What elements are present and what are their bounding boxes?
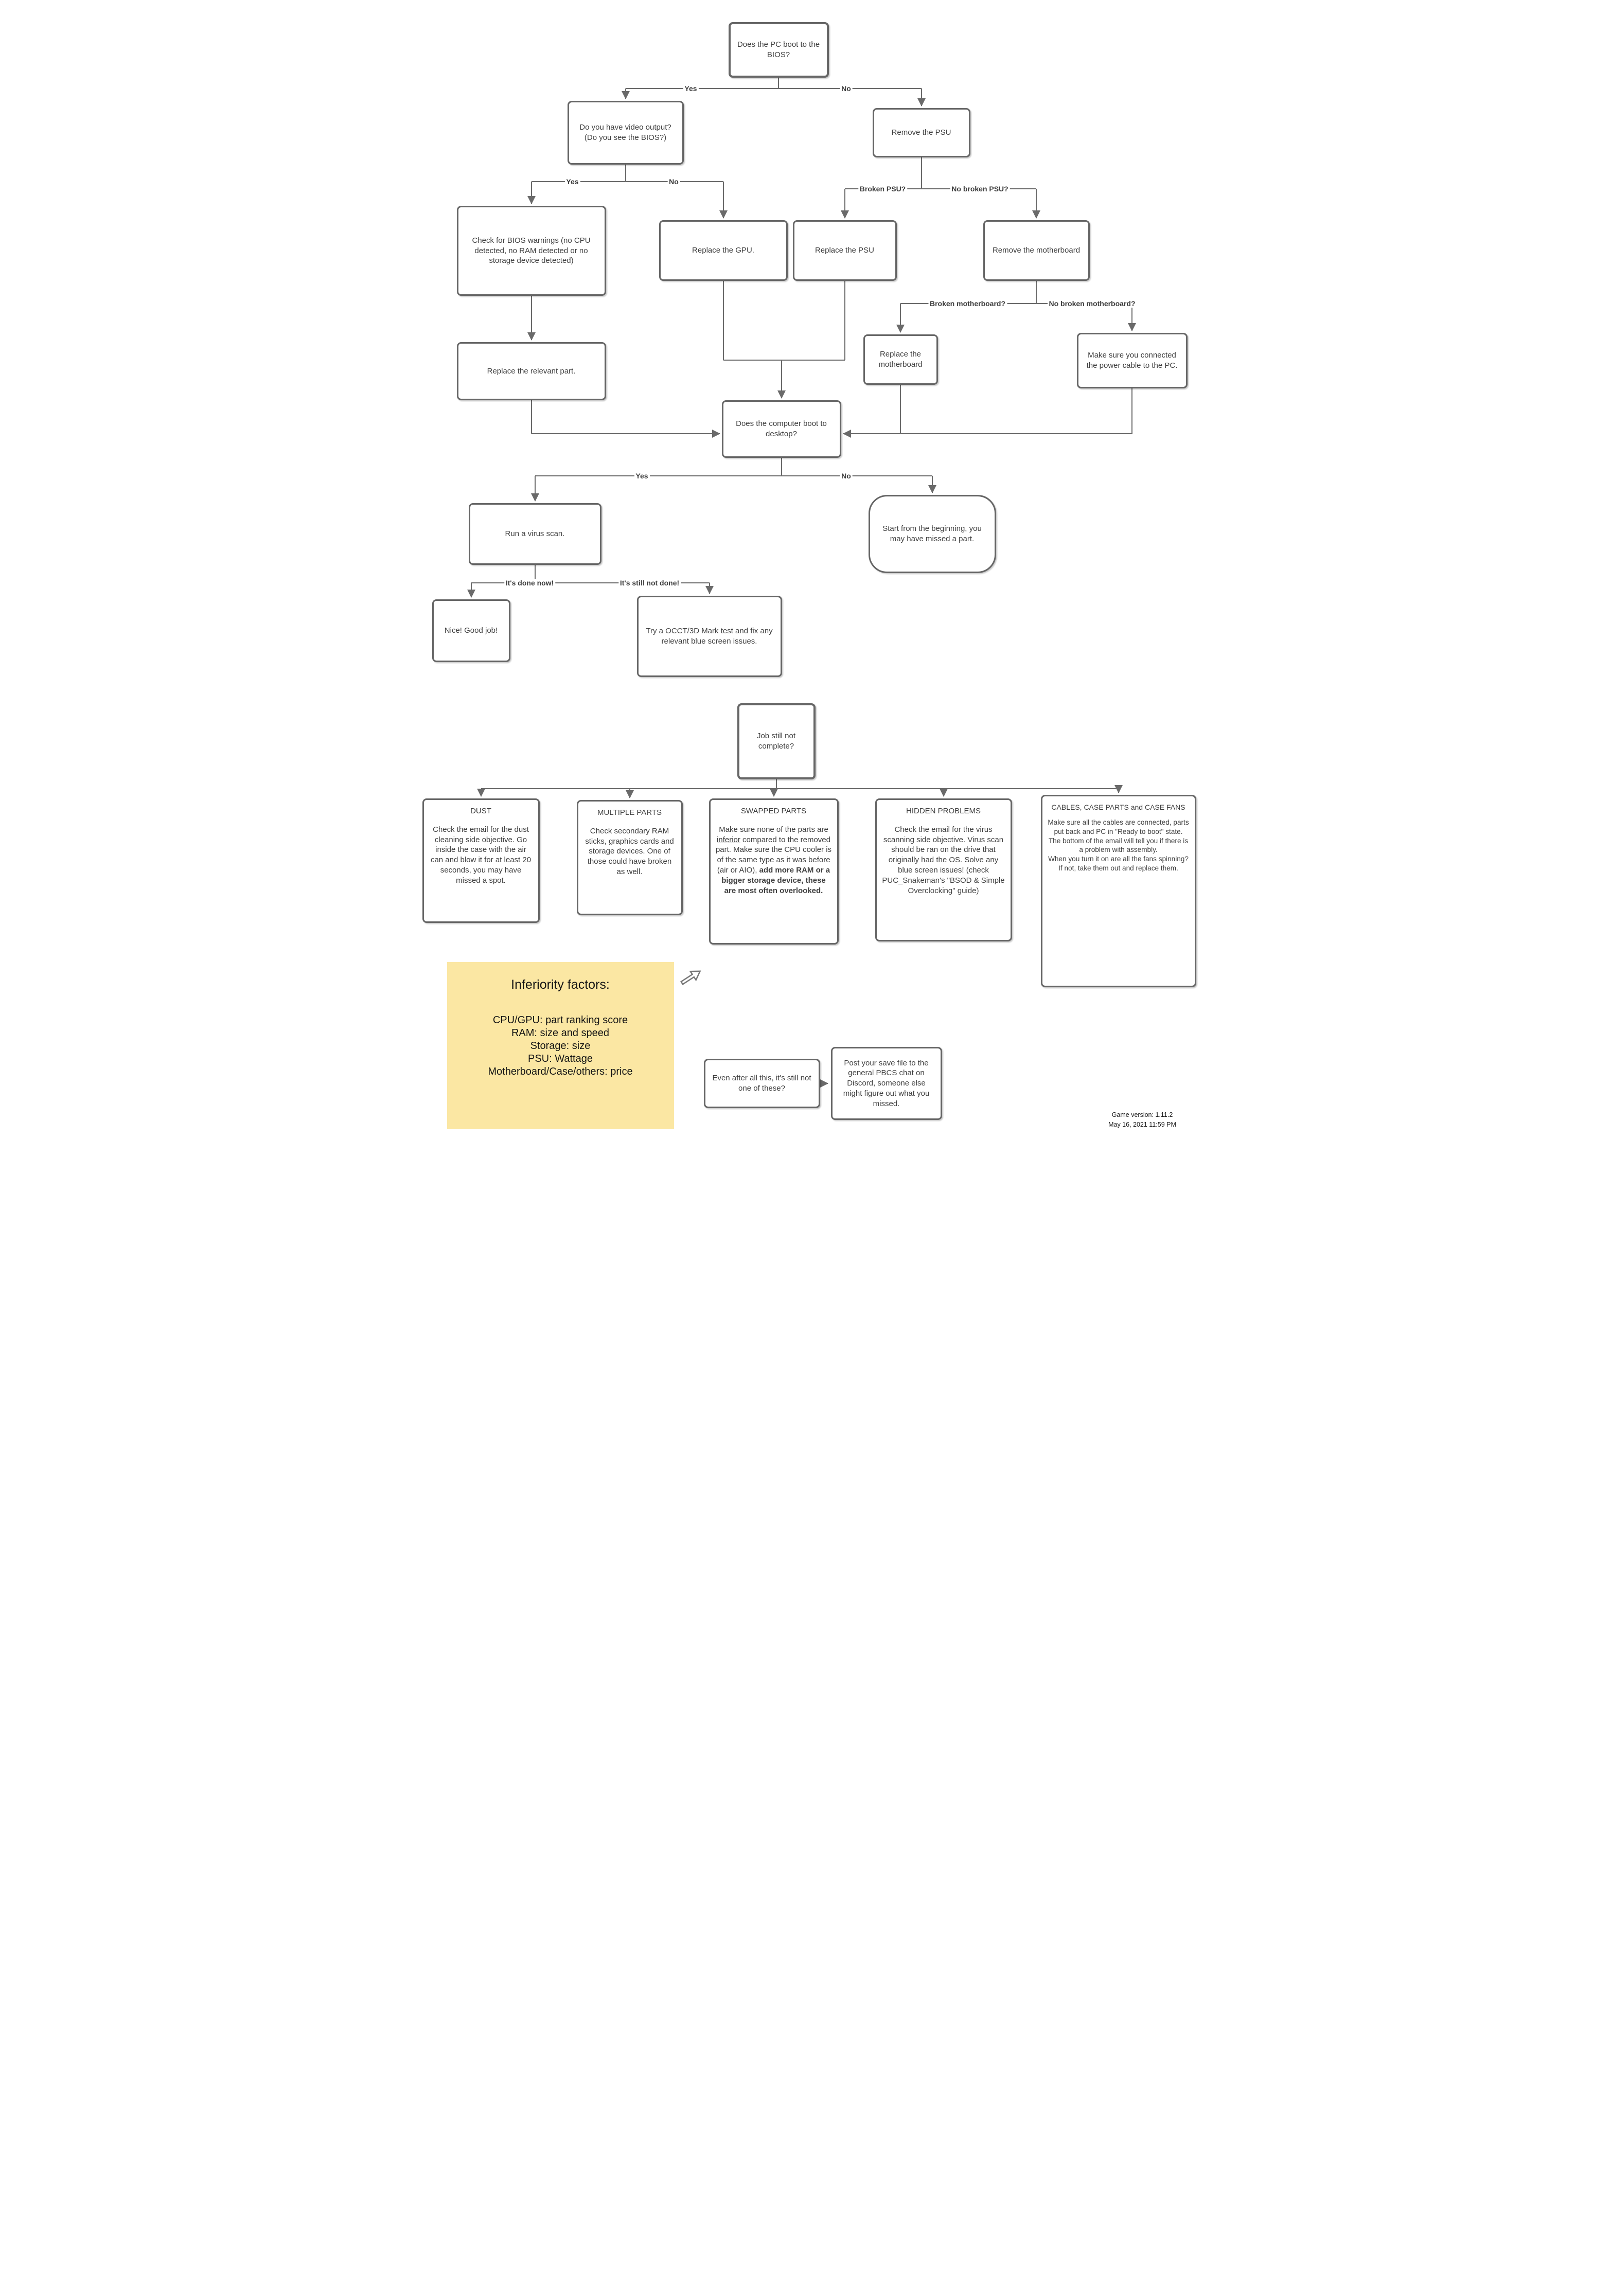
edge-label-broken-motherboard: Broken motherboard?	[928, 299, 1007, 308]
node-cables-case-fans	[1041, 795, 1196, 987]
node-occt-test: Try a OCCT/3D Mark test and fix any relevant blue screen issues.	[637, 596, 782, 677]
note-line: Motherboard/Case/others: price	[488, 1066, 633, 1077]
note-pointer-arrow	[679, 967, 702, 987]
swapped-parts-body: Make sure none of the parts are inferior compared to the removed part. Make sure the CPU cooler is of the same type as it was before (air or AIO), add more RAM or a bigger storage device, these are most often overlooked.	[715, 825, 832, 895]
node-remove-psu: Remove the PSU	[873, 108, 970, 157]
edge-label-yes-bios: Yes	[683, 84, 698, 93]
node-replace-psu: Replace the PSU	[793, 220, 897, 281]
edge-label-no-bios: No	[840, 84, 853, 93]
flowchart-canvas	[403, 0, 1209, 1148]
node-start-over: Start from the beginning, you may have missed a part.	[869, 495, 996, 573]
node-boot-to-desktop: Does the computer boot to desktop?	[722, 400, 841, 458]
edge-label-yes-desktop: Yes	[634, 472, 649, 480]
node-hidden-problems	[875, 798, 1012, 941]
note-lines	[447, 1014, 674, 1078]
note-title: Inferiority factors:	[511, 977, 610, 992]
edge-label-yes-video: Yes	[564, 177, 580, 186]
node-multiple-parts	[577, 800, 683, 915]
node-job-not-complete: Job still not complete?	[737, 703, 816, 779]
cables-title: CABLES, CASE PARTS and CASE FANS	[1051, 803, 1185, 811]
node-bios-warnings: Check for BIOS warnings (no CPU detected, no RAM detected or no storage device detected)	[457, 206, 606, 296]
node-post-save-file: Post your save file to the general PBCS chat on Discord, someone else might figure out what you missed.	[831, 1047, 942, 1120]
footer-version: Game version: 1.11.2	[1111, 1111, 1173, 1118]
edge-label-no-broken-motherboard: No broken motherboard?	[1047, 299, 1137, 308]
footer-date: May 16, 2021 11:59 PM	[1108, 1120, 1176, 1128]
hidden-problems-body: Check the email for the virus scanning side objective. Virus scan should be ran on the drive that originally had the OS. Solve any blue screen issues! (check PUC_Snakeman's "BSOD & Simple Overclocking" guide)	[882, 825, 1005, 895]
node-swapped-parts	[709, 798, 839, 945]
edge-label-no-video: No	[667, 177, 680, 186]
node-remove-motherboard: Remove the motherboard	[983, 220, 1090, 281]
note-line: Storage: size	[530, 1040, 591, 1052]
multiple-parts-title: MULTIPLE PARTS	[597, 808, 662, 817]
edge-label-done-now: It's done now!	[504, 579, 556, 587]
note-line: RAM: size and speed	[511, 1027, 610, 1039]
node-even-after: Even after all this, it's still not one of these?	[704, 1059, 820, 1108]
note-line: PSU: Wattage	[528, 1053, 593, 1064]
node-virus-scan: Run a virus scan.	[469, 503, 601, 565]
cables-body-line2: When you turn it on are all the fans spinning? If not, take them out and replace them.	[1048, 855, 1189, 872]
edge-label-no-broken-psu: No broken PSU?	[950, 185, 1010, 193]
node-replace-relevant-part: Replace the relevant part.	[457, 342, 606, 400]
node-replace-gpu: Replace the GPU.	[659, 220, 788, 281]
cables-body-line1: Make sure all the cables are connected, parts put back and PC in "Ready to boot" state. The bottom of the email will tell you if there is a problem with assembly.	[1048, 818, 1189, 854]
dust-body: Check the email for the dust cleaning side objective. Go inside the case with the air can and blow it for at least 20 seconds, you may have missed a spot.	[430, 825, 532, 885]
node-dust	[422, 798, 540, 923]
edge-label-no-desktop: No	[840, 472, 853, 480]
node-power-cable: Make sure you connected the power cable to the PC.	[1077, 333, 1188, 388]
dust-title: DUST	[470, 807, 491, 815]
node-boot-to-bios: Does the PC boot to the BIOS?	[729, 22, 829, 78]
multiple-parts-body: Check secondary RAM sticks, graphics cards and storage devices. One of those could have broken as well.	[585, 826, 674, 876]
node-nice-job: Nice! Good job!	[432, 599, 510, 662]
inferiority-factors-note	[447, 962, 674, 1129]
edge-label-still-not-done: It's still not done!	[618, 579, 681, 587]
node-replace-motherboard: Replace the motherboard	[863, 334, 938, 385]
edge-label-broken-psu: Broken PSU?	[858, 185, 907, 193]
game-version-footer	[1087, 1110, 1198, 1130]
hidden-problems-title: HIDDEN PROBLEMS	[906, 807, 981, 815]
swapped-parts-title: SWAPPED PARTS	[740, 807, 807, 815]
node-video-output: Do you have video output? (Do you see the BIOS?)	[568, 101, 684, 165]
note-line: CPU/GPU: part ranking score	[492, 1014, 628, 1026]
